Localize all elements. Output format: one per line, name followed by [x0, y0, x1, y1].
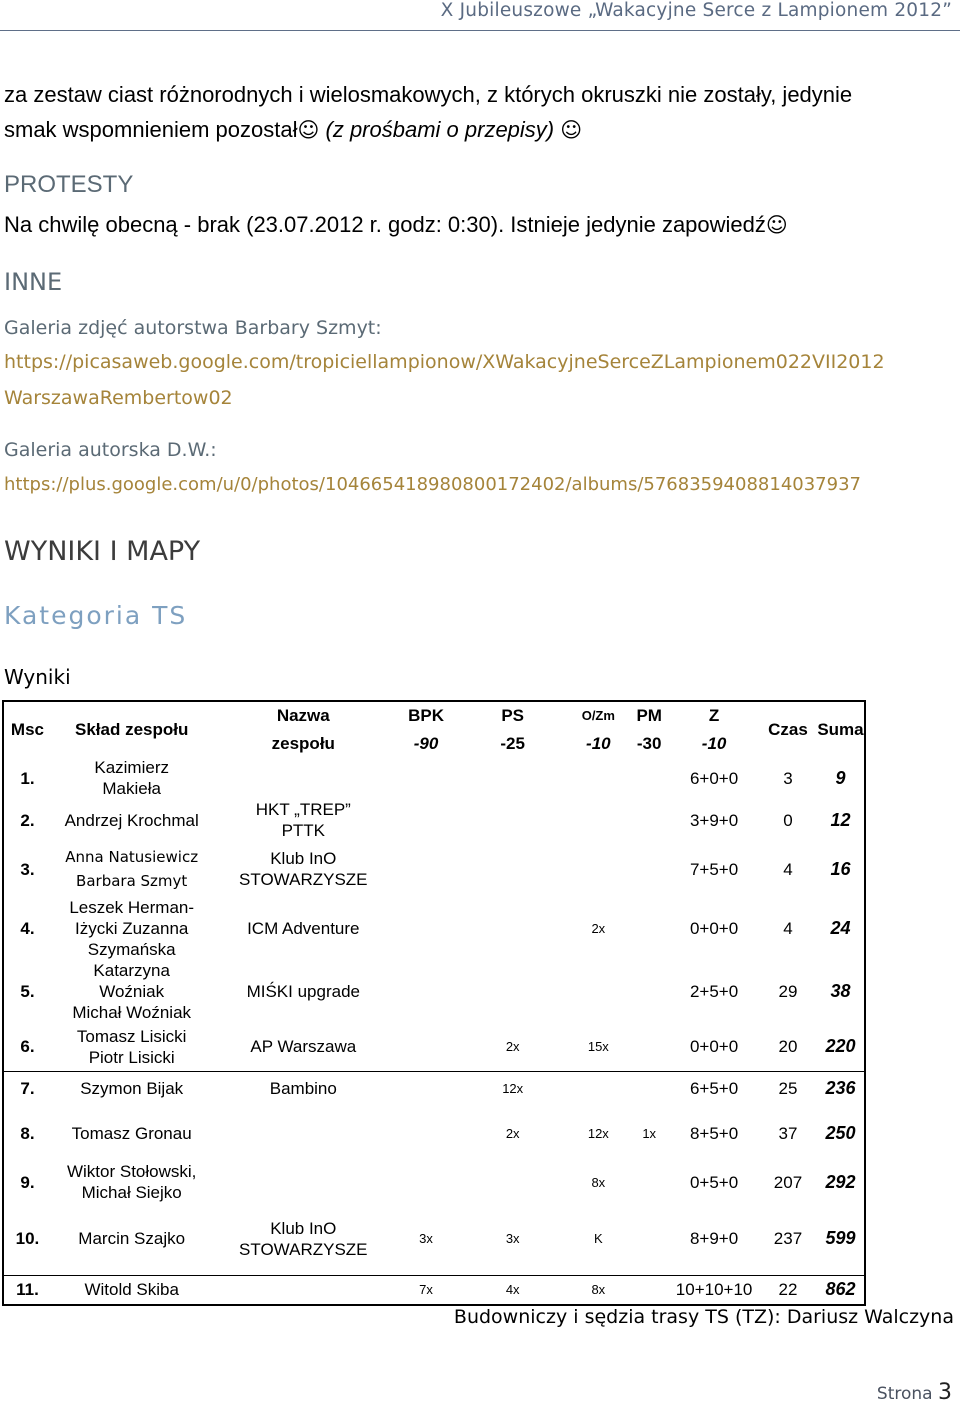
row-team — [212, 799, 394, 841]
row-msc: 4. — [20, 919, 35, 938]
row-z: 6+0+0 — [689, 768, 739, 788]
results-subheading: Wyniki — [4, 665, 71, 689]
row-czas: 4 — [783, 919, 793, 938]
row-msc: 10. — [15, 1229, 40, 1249]
row-suma: 250 — [825, 1122, 856, 1143]
page-label: Strona — [876, 1384, 933, 1404]
row-ozm: K — [593, 1231, 603, 1247]
row-czas: 237 — [773, 1229, 803, 1249]
results-table — [2, 700, 866, 1306]
row-czas: 207 — [773, 1172, 803, 1192]
row-ps: 2x — [505, 1125, 520, 1141]
header-pm-points: -30 — [636, 733, 662, 753]
row-sklad — [51, 1161, 213, 1203]
row-sklad: Andrzej Krochmal — [64, 810, 199, 830]
row-z: 0+5+0 — [689, 1172, 739, 1192]
row-czas: 3 — [783, 768, 793, 788]
member-name: Tomasz Lisicki — [76, 1026, 187, 1046]
row-msc: 2. — [20, 810, 35, 830]
row-czas: 4 — [783, 859, 793, 879]
team-name: PTTK — [281, 821, 326, 840]
member-name: Anna Natusiewicz — [65, 848, 199, 866]
gallery1-label: Galeria zdjęć autorstwa Barbary Szmyt: — [4, 317, 382, 339]
member-name: Woźniak — [99, 982, 165, 1001]
row-sklad: Marcin Szajko — [78, 1229, 186, 1249]
row-team — [212, 1203, 394, 1275]
row-ps: 4x — [505, 1282, 520, 1298]
protests-text — [4, 212, 788, 238]
row-msc: 6. — [20, 1037, 35, 1057]
intro-line-2-text: smak wspomnieniem pozostał — [4, 117, 298, 142]
team-name: STOWARZYSZE — [239, 1239, 368, 1259]
member-name: Kazimierz — [94, 758, 169, 777]
header-z: Z — [708, 706, 720, 725]
member-name: Katarzyna — [93, 961, 170, 980]
header-ozm: O/Zm — [581, 708, 615, 723]
row-msc: 9. — [20, 1172, 35, 1192]
row-suma: 16 — [830, 858, 851, 879]
team-name: Klub InO — [270, 849, 337, 868]
member-name: Michał Woźniak — [72, 1003, 192, 1022]
row-ps: 2x — [505, 1039, 520, 1055]
team-name: Klub InO — [270, 1218, 337, 1238]
row-suma: 292 — [825, 1171, 856, 1192]
intro-line-2 — [4, 117, 582, 143]
header-bpk-points: -90 — [413, 733, 439, 753]
row-ozm: 15x — [587, 1039, 609, 1055]
header-suma: Suma — [817, 720, 864, 739]
row-czas: 25 — [778, 1078, 798, 1098]
row-z: 8+5+0 — [689, 1123, 739, 1143]
row-msc: 7. — [20, 1078, 35, 1098]
row-z: 10+10+10 — [675, 1280, 753, 1300]
row-z: 2+5+0 — [689, 982, 739, 1001]
header-nazwa: Nazwa — [276, 706, 330, 725]
row-suma: 24 — [830, 918, 851, 938]
row-z: 7+5+0 — [689, 859, 739, 879]
other-heading: INNE — [4, 268, 63, 296]
header-zespolu: zespołu — [271, 733, 335, 753]
row-z: 0+0+0 — [689, 919, 739, 938]
row-czas: 20 — [778, 1037, 798, 1057]
row-z: 3+9+0 — [689, 810, 739, 830]
member-name: Michał Siejko — [81, 1183, 182, 1202]
row-team: ICM Adventure — [247, 919, 360, 938]
row-team: MIŚKI upgrade — [246, 982, 360, 1001]
smiley-icon: ☺ — [297, 118, 320, 142]
row-suma: 599 — [825, 1228, 856, 1249]
row-suma: 9 — [835, 767, 846, 788]
member-name: Piotr Lisicki — [88, 1047, 175, 1067]
row-team: AP Warszawa — [250, 1037, 357, 1057]
row-suma: 12 — [830, 809, 851, 830]
header-ps: PS — [501, 706, 525, 725]
row-czas: 0 — [783, 810, 793, 830]
row-czas: 29 — [778, 982, 798, 1001]
member-name: Barbara Szmyt — [76, 872, 188, 890]
row-sklad: Witold Skiba — [84, 1280, 179, 1300]
row-msc: 8. — [20, 1123, 35, 1143]
row-z: 6+5+0 — [689, 1078, 739, 1098]
smiley-icon: ☺ — [560, 118, 583, 142]
row-msc: 5. — [20, 982, 35, 1001]
header-rule — [0, 30, 960, 31]
team-name: HKT „TREP” — [255, 800, 351, 819]
row-suma: 236 — [825, 1077, 856, 1098]
row-msc: 1. — [20, 768, 35, 788]
gallery1-link-line2[interactable]: WarszawaRembertow02 — [4, 387, 233, 409]
row-ps: 12x — [502, 1080, 524, 1096]
results-heading: WYNIKI I MAPY — [4, 536, 201, 567]
row-z: 0+0+0 — [689, 1037, 739, 1057]
row-sklad — [51, 1023, 213, 1071]
header-msc: Msc — [10, 720, 44, 739]
row-pm: 1x — [642, 1125, 657, 1141]
row-msc: 3. — [20, 859, 35, 879]
team-name: STOWARZYSZE — [239, 870, 368, 889]
page-number-value: 3 — [938, 1380, 952, 1405]
row-team — [212, 841, 394, 897]
builder-note: Budowniczy i sędzia trasy TS (TZ): Dariusz Walczyna — [453, 1306, 954, 1328]
header-czas: Czas — [768, 720, 808, 739]
row-suma: 220 — [825, 1036, 856, 1057]
gallery2-link[interactable]: https://plus.google.com/u/0/photos/104665418980800172402/albums/5768359408814037937 — [4, 474, 861, 495]
row-suma: 862 — [825, 1279, 856, 1300]
member-name: Leszek Herman- — [69, 898, 195, 917]
row-czas: 22 — [778, 1280, 798, 1300]
row-sklad: Tomasz Gronau — [71, 1123, 192, 1143]
gallery2-label: Galeria autorska D.W.: — [4, 439, 217, 461]
member-name: Makieła — [102, 779, 161, 798]
page-number — [877, 1380, 952, 1405]
header-ozm-points: -10 — [586, 733, 611, 753]
row-ozm: 2x — [591, 921, 606, 936]
header-ps-points: -25 — [500, 733, 525, 753]
header-sklad: Skład zespołu — [74, 720, 189, 739]
header-bpk: BPK — [408, 706, 444, 725]
document-header: X Jubileuszowe „Wakacyjne Serce z Lampionem 2012” — [440, 0, 952, 21]
protests-text-body: Na chwilę obecną - brak (23.07.2012 r. godz: 0:30). Istnieje jedynie zapowiedź — [4, 212, 766, 237]
row-ozm: 8x — [591, 1282, 606, 1298]
smiley-icon: ☺ — [765, 213, 788, 237]
row-bpk: 7x — [419, 1282, 433, 1298]
intro-line-2-italic: (z prośbami o przepisy) — [325, 117, 555, 142]
member-name: Szymańska — [87, 940, 176, 959]
row-ps: 3x — [505, 1231, 520, 1247]
row-sklad — [51, 960, 213, 1023]
row-ozm: 12x — [587, 1125, 609, 1141]
protests-heading: PROTESTY — [4, 171, 134, 198]
member-name: Wiktor Stołowski, — [66, 1162, 197, 1181]
row-suma: 38 — [830, 981, 851, 1001]
row-z: 8+9+0 — [689, 1229, 739, 1249]
header-z-points: -10 — [701, 733, 727, 753]
row-czas: 37 — [778, 1123, 798, 1143]
row-bpk: 3x — [419, 1231, 433, 1247]
member-name: Iżycki Zuzanna — [74, 919, 189, 938]
row-team: Bambino — [269, 1078, 337, 1098]
category-heading: Kategoria TS — [4, 601, 188, 630]
row-sklad — [51, 841, 213, 897]
row-ozm: 8x — [591, 1174, 606, 1190]
row-sklad — [51, 897, 213, 960]
row-sklad: Szymon Bijak — [80, 1078, 184, 1098]
intro-line-1: za zestaw ciast różnorodnych i wielosmakowych, z których okruszki nie zostały, jedynie — [4, 82, 853, 107]
header-pm: PM — [636, 706, 662, 725]
row-msc: 11. — [16, 1280, 39, 1300]
row-sklad — [51, 757, 213, 799]
gallery1-link-line1[interactable]: https://picasaweb.google.com/tropiciellampionow/XWakacyjneSerceZLampionem022VII2012 — [4, 351, 885, 373]
